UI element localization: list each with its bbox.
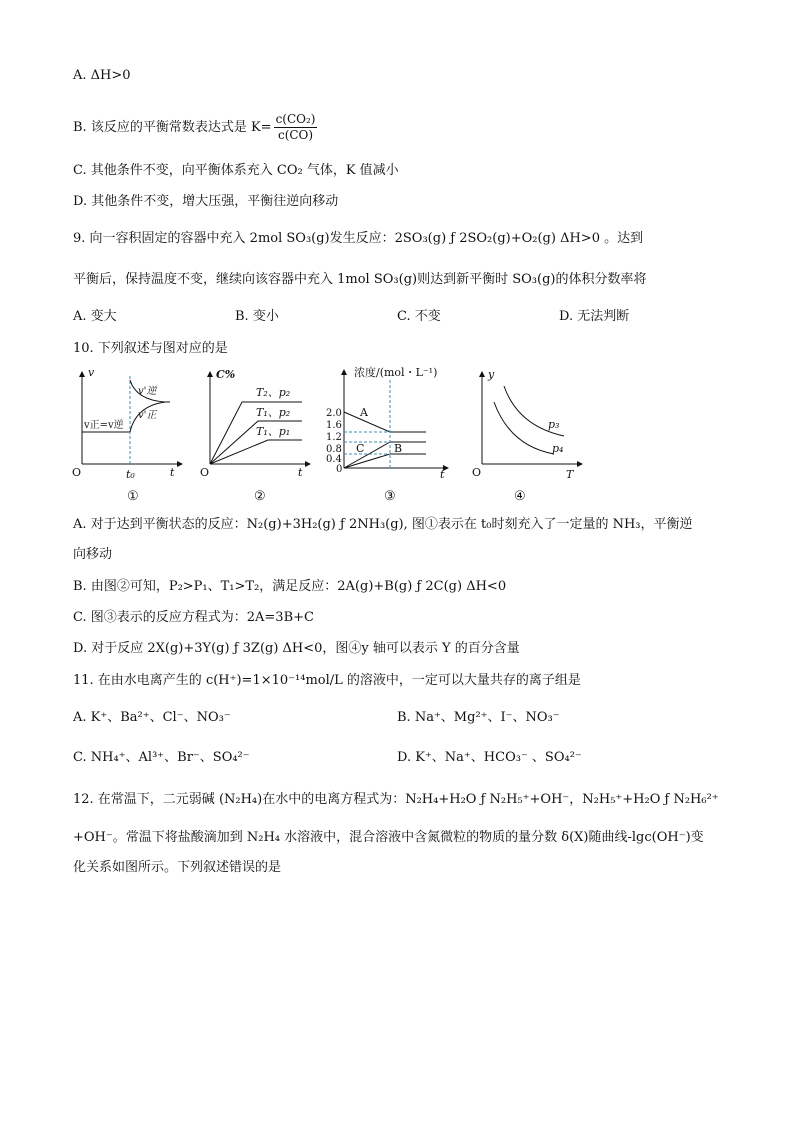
fig1-v-reverse: v'逆: [138, 386, 157, 397]
figure-1: [82, 372, 182, 464]
fig1-t0: t₀: [126, 468, 135, 481]
fig1-v-forward: v'正: [138, 410, 157, 421]
q9-option-c: C. 不变: [397, 309, 441, 324]
fig3-line-b: [344, 442, 390, 468]
fig3-tick-04: 0.4: [326, 454, 342, 465]
fig1-ylabel: v: [88, 366, 95, 379]
fig1-xlabel: t: [170, 466, 175, 479]
fig3-caption: ③: [384, 489, 396, 504]
q11-option-d: D. K⁺、Na⁺、HCO₃⁻ 、SO₄²⁻: [397, 750, 582, 765]
q9-stem-line2: 平衡后，保持温度不变，继续向该容器中充入 1mol SO₃(g)则达到新平衡时 SO₃(g)的体积分数率将: [73, 272, 647, 287]
fig3-label-a: A: [360, 406, 368, 419]
q10-figures-svg: [70, 366, 590, 506]
fig3-tick-08: 0.8: [326, 444, 342, 455]
fig3-tick-0: 0: [336, 464, 343, 475]
fig3-label-b: B: [394, 442, 403, 455]
fig1-eq-label: v正=v逆: [84, 420, 124, 431]
q10-option-b: B. 由图②可知，P₂>P₁、T₁>T₂，满足反应：2A(g)+B(g) ƒ 2C(g) ΔH<0: [73, 579, 507, 594]
equilibrium-fraction: [274, 112, 318, 143]
fraction-numerator: c(CO₂): [275, 112, 316, 126]
fig4-xlabel: T: [566, 468, 574, 481]
q9-option-d: D. 无法判断: [559, 309, 630, 324]
fig3-line-c: [344, 454, 390, 468]
fig2-curve-label-1: T₂、p₂: [256, 386, 291, 399]
fig4-curve-p4: [494, 402, 554, 454]
fig1-origin: O: [72, 466, 82, 479]
q10-option-a-line2: 向移动: [73, 547, 113, 562]
fig3-xlabel: t: [440, 468, 445, 481]
q10-option-a-line1: A. 对于达到平衡状态的反应：N₂(g)+3H₂(g) ƒ 2NH₃(g), 图①表示在 t₀时刻充入了一定量的 NH₃，平衡逆: [73, 517, 693, 532]
fig3-tick-12: 1.2: [326, 432, 342, 443]
q9-option-b: B. 变小: [235, 309, 279, 324]
q11-stem: 11. 在由水电离产生的 c(H⁺)=1×10⁻¹⁴mol/L 的溶液中，一定可以大量共存的离子组是: [73, 673, 581, 688]
q12-stem-line1: 12. 在常温下，二元弱碱 (N₂H₄)在水中的电离方程式为：N₂H₄+H₂O ƒ N₂H₅⁺+OH⁻，N₂H₅⁺+H₂O ƒ N₂H₆²⁺: [73, 792, 719, 807]
q8-option-a: A. ΔH>0: [73, 68, 131, 83]
fig3-tick-20: 2.0: [326, 408, 342, 419]
q11-option-c: C. NH₄⁺、Al³⁺、Br⁻、SO₄²⁻: [73, 750, 250, 765]
fig2-origin: O: [200, 466, 210, 479]
q11-option-b: B. Na⁺、Mg²⁺、I⁻、NO₃⁻: [397, 710, 560, 725]
q8-option-b: [73, 112, 317, 143]
fig4-ylabel: y: [488, 368, 495, 381]
q9-option-a: A. 变大: [73, 309, 117, 324]
fig2-xlabel: t: [298, 466, 303, 479]
q11-option-a: A. K⁺、Ba²⁺、Cl⁻、NO₃⁻: [73, 710, 231, 725]
fraction-denominator: c(CO): [277, 128, 314, 142]
q9-stem-line1: 9. 向一容积固定的容器中充入 2mol SO₃(g)发生反应：2SO₃(g) ƒ 2SO₂(g)+O₂(g) ΔH>0 。达到: [73, 231, 644, 246]
fig4-label-p3: p₃: [548, 418, 560, 431]
q10-option-c: C. 图③表示的反应方程式为：2A=3B+C: [73, 610, 314, 625]
figure-4: [482, 372, 582, 464]
q8-option-c: C. 其他条件不变，向平衡体系充入 CO₂ 气体，K 值减小: [73, 163, 399, 178]
fig4-label-p4: p₄: [552, 442, 564, 455]
q12-stem-line3: 化关系如图所示。下列叙述错误的是: [73, 860, 282, 875]
fig2-curve-label-3: T₁、p₁: [256, 425, 291, 438]
q8-option-b-text: B. 该反应的平衡常数表达式是 K=: [73, 120, 272, 135]
fig3-label-c: C: [356, 442, 365, 455]
q10-figures: [70, 366, 590, 506]
q8-option-d: D. 其他条件不变，增大压强，平衡往逆向移动: [73, 194, 339, 209]
fig4-origin: O: [472, 466, 482, 479]
fig4-caption: ④: [514, 489, 526, 504]
fig2-curve-label-2: T₁、p₂: [256, 406, 291, 419]
fig2-caption: ②: [254, 489, 266, 504]
q12-stem-line2: +OH⁻。常温下将盐酸滴加到 N₂H₄ 水溶液中，混合溶液中含氮微粒的物质的量分数 δ(X)随曲线-lgc(OH⁻)变: [73, 830, 704, 845]
fig2-ylabel: C%: [216, 368, 236, 381]
fig3-ylabel: 浓度/(mol・L⁻¹): [354, 366, 438, 379]
fig1-caption: ①: [127, 489, 139, 504]
q10-option-d: D. 对于反应 2X(g)+3Y(g) ƒ 3Z(g) ΔH<0，图④y 轴可以表示 Y 的百分含量: [73, 641, 520, 656]
q10-stem: 10. 下列叙述与图对应的是: [73, 341, 228, 356]
fig3-tick-16: 1.6: [326, 420, 342, 431]
